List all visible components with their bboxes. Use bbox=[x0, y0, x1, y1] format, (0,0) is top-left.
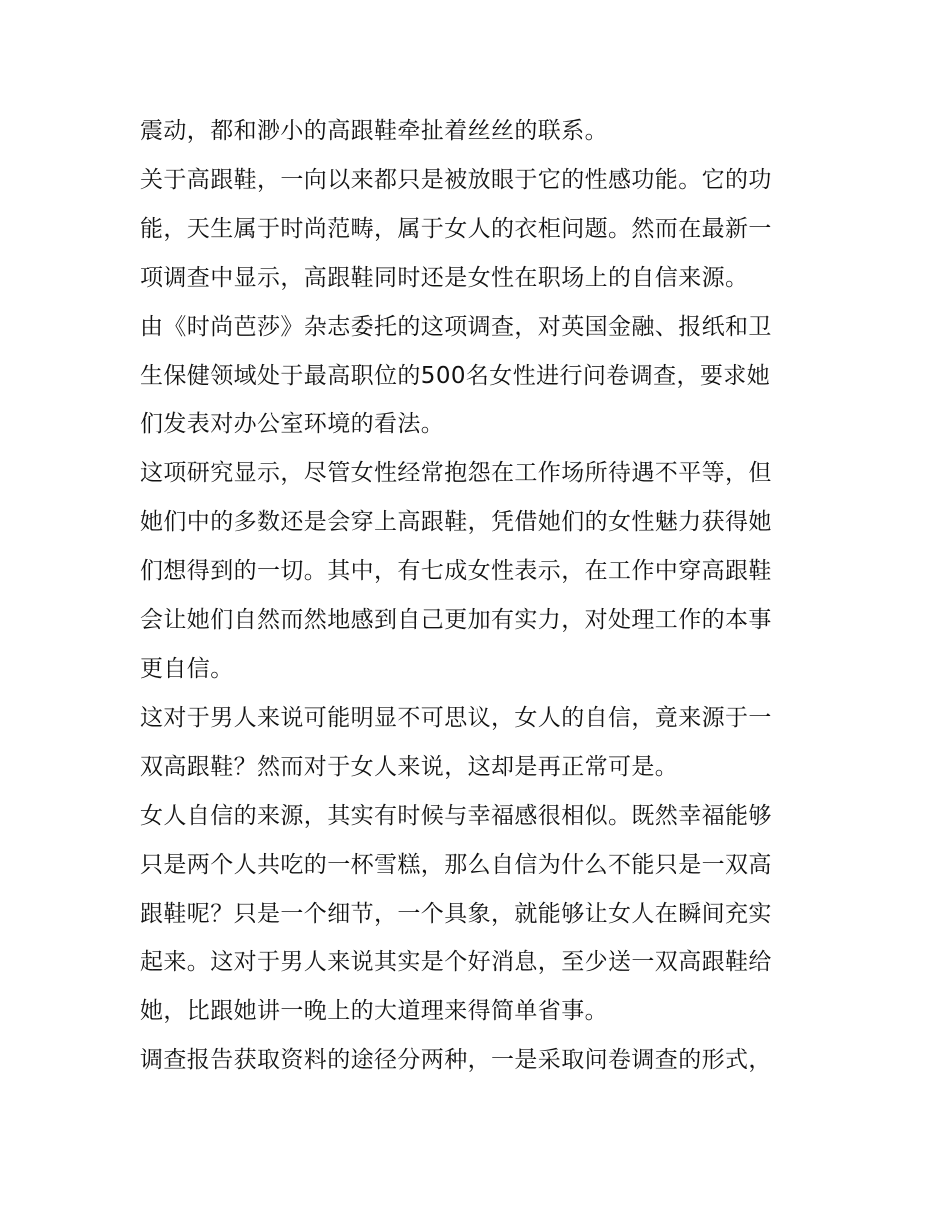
paragraph-6 bbox=[140, 792, 820, 1037]
paragraph-3 bbox=[140, 303, 820, 450]
text-line: 关于高跟鞋，一向以来都只是被放眼于它的性感功能。它的功 bbox=[140, 166, 772, 193]
paragraph-7 bbox=[140, 1036, 820, 1085]
text-line: 由《时尚芭莎》杂志委托的这项调查，对英国金融、报纸和卫 bbox=[140, 313, 772, 340]
text-line: 跟鞋呢？只是一个细节，一个具象，就能够让女人在瞬间充实 bbox=[140, 900, 772, 927]
paragraph-1 bbox=[140, 107, 820, 156]
text-line: 只是两个人共吃的一杯雪糕，那么自信为什么不能只是一双高 bbox=[140, 851, 772, 878]
text-line: 们想得到的一切。其中，有七成女性表示，在工作中穿高跟鞋 bbox=[140, 558, 772, 585]
paragraph-2 bbox=[140, 156, 820, 303]
text-line: 女人自信的来源，其实有时候与幸福感很相似。既然幸福能够 bbox=[140, 802, 772, 829]
text-line: 更自信。 bbox=[140, 655, 234, 682]
text-line: 这对于男人来说可能明显不可思议，女人的自信，竟来源于一 bbox=[140, 704, 772, 731]
text-line: 生保健领域处于最高职位的500名女性进行问卷调查，要求她 bbox=[140, 362, 771, 389]
text-line: 调查报告获取资料的途径分两种，一是采取问卷调查的形式， bbox=[140, 1047, 772, 1074]
text-line: 们发表对办公室环境的看法。 bbox=[140, 411, 445, 438]
text-line: 会让她们自然而然地感到自己更加有实力，对处理工作的本事 bbox=[140, 607, 772, 634]
text-line: 项调查中显示，高跟鞋同时还是女性在职场上的自信来源。 bbox=[140, 264, 749, 291]
text-line: 起来。这对于男人来说其实是个好消息，至少送一双高跟鞋给 bbox=[140, 949, 772, 976]
paragraph-5 bbox=[140, 694, 820, 792]
text-line: 这项研究显示，尽管女性经常抱怨在工作场所待遇不平等，但 bbox=[140, 460, 772, 487]
document-body bbox=[140, 107, 820, 1085]
text-line: 双高跟鞋？然而对于女人来说，这却是再正常可是。 bbox=[140, 753, 679, 780]
text-line: 她，比跟她讲一晚上的大道理来得简单省事。 bbox=[140, 998, 608, 1025]
text-line: 她们中的多数还是会穿上高跟鞋，凭借她们的女性魅力获得她 bbox=[140, 509, 772, 536]
paragraph-4 bbox=[140, 449, 820, 694]
text-line: 能，天生属于时尚范畴，属于女人的衣柜问题。然而在最新一 bbox=[140, 215, 772, 242]
text-line: 震动，都和渺小的高跟鞋牵扯着丝丝的联系。 bbox=[140, 118, 608, 144]
